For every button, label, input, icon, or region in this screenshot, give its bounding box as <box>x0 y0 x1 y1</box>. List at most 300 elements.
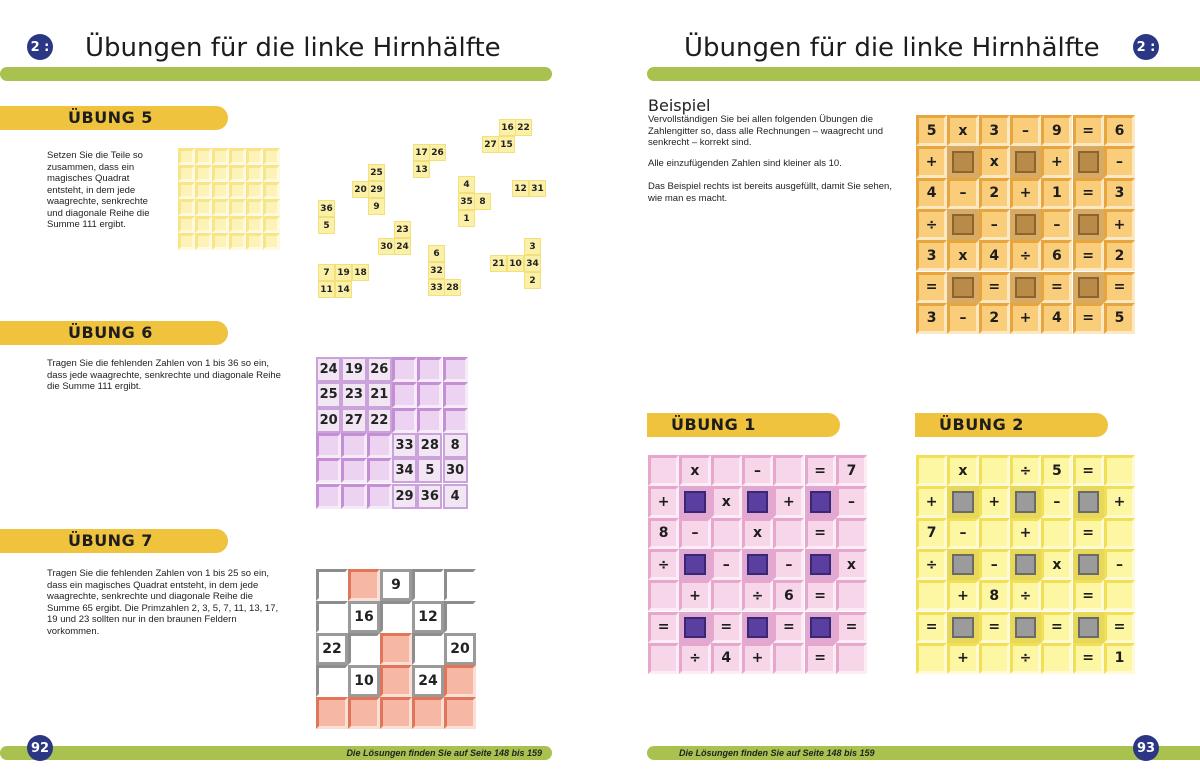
puzzle-piece: 36 <box>318 200 335 217</box>
grid-symbol: = <box>836 612 867 643</box>
puzzle-piece: 16 <box>499 119 516 136</box>
footer-bar-left: Die Lösungen finden Sie auf Seite 148 bis 159 <box>0 746 552 760</box>
puzzle-piece: 29 <box>368 181 385 198</box>
grid-symbol: + <box>947 643 978 674</box>
empty-cell <box>246 182 263 199</box>
grid-symbol: + <box>742 643 773 674</box>
uebung6-grid <box>316 357 468 509</box>
number-cell: 25 <box>316 382 341 407</box>
brown-cell <box>412 697 444 729</box>
grid-symbol: – <box>947 303 978 334</box>
grid-symbol: x <box>679 455 710 486</box>
grid-symbol: 4 <box>711 643 742 674</box>
uebung6-text: Tragen Sie die fehlenden Zahlen von 1 bis 36 so ein, dass jede waagrechte, senkrechte und diagonale Reihe die Summe 111 ergibt. <box>47 358 281 392</box>
brown-cell <box>348 697 380 729</box>
puzzle-piece: 26 <box>429 144 446 161</box>
empty-cell <box>263 216 280 233</box>
grid-symbol: – <box>836 486 867 517</box>
grid-symbol: = <box>648 612 679 643</box>
page-title-left: Übungen für die linke Hirnhälfte <box>85 33 501 63</box>
grid-symbol: + <box>679 580 710 611</box>
grid-symbol: = <box>1104 272 1135 303</box>
empty-cell <box>212 199 229 216</box>
grid-symbol: 1 <box>1104 643 1135 674</box>
number-cell: 8 <box>443 433 468 458</box>
grid-symbol: 9 <box>1041 115 1072 146</box>
uebung6-label: ÜBUNG 6 <box>0 321 228 345</box>
empty-cell <box>246 199 263 216</box>
grid-symbol: + <box>1010 303 1041 334</box>
number-cell: 24 <box>316 357 341 382</box>
empty-cell <box>444 569 476 601</box>
number-cell: 9 <box>380 569 412 601</box>
grid-symbol: = <box>1073 303 1104 334</box>
puzzle-piece: 18 <box>352 264 369 281</box>
grid-symbol: = <box>1073 455 1104 486</box>
empty-cell <box>341 433 366 458</box>
number-cell: 20 <box>316 408 341 433</box>
grid-symbol: = <box>1073 518 1104 549</box>
grid-symbol: + <box>1041 146 1072 177</box>
empty-cell <box>212 148 229 165</box>
puzzle-piece: 35 <box>458 193 475 210</box>
blocked-cell <box>947 209 978 240</box>
uebung2-label: ÜBUNG 2 <box>915 413 1108 437</box>
empty-cell <box>316 601 348 633</box>
blocked-cell <box>947 146 978 177</box>
puzzle-piece: 12 <box>512 180 529 197</box>
empty-cell <box>212 182 229 199</box>
number-cell: 27 <box>341 408 366 433</box>
empty-cell <box>229 199 246 216</box>
empty-cell <box>246 233 263 250</box>
grid-symbol: + <box>648 486 679 517</box>
grid-symbol: ÷ <box>1010 643 1041 674</box>
empty-cell <box>246 165 263 182</box>
empty-cell <box>367 433 392 458</box>
grid-symbol: x <box>742 518 773 549</box>
puzzle-piece: 2 <box>524 272 541 289</box>
empty-cell <box>711 580 742 611</box>
page-number-right: 93 <box>1133 735 1159 761</box>
puzzle-piece: 30 <box>378 238 395 255</box>
empty-cell <box>195 199 212 216</box>
brown-cell <box>316 697 348 729</box>
grid-symbol: = <box>979 612 1010 643</box>
brown-cell <box>380 633 412 665</box>
empty-cell <box>443 408 468 433</box>
brown-cell <box>444 697 476 729</box>
empty-cell <box>229 165 246 182</box>
blocked-cell <box>1073 209 1104 240</box>
empty-cell <box>263 165 280 182</box>
blocked-cell <box>1010 612 1041 643</box>
puzzle-piece: 27 <box>482 136 499 153</box>
puzzle-piece: 24 <box>394 238 411 255</box>
grid-symbol: x <box>1041 549 1072 580</box>
number-cell: 33 <box>392 433 417 458</box>
brown-cell <box>348 569 380 601</box>
grid-symbol: ÷ <box>679 643 710 674</box>
puzzle-piece: 4 <box>458 176 475 193</box>
grid-symbol: 2 <box>979 178 1010 209</box>
chapter-badge-right: 2 : <box>1133 34 1159 60</box>
empty-cell <box>195 182 212 199</box>
empty-cell <box>979 643 1010 674</box>
grid-symbol: 3 <box>916 240 947 271</box>
number-cell: 34 <box>392 458 417 483</box>
grid-symbol: ÷ <box>742 580 773 611</box>
uebung7-grid <box>316 569 476 729</box>
puzzle-piece: 33 <box>428 279 445 296</box>
empty-cell <box>1104 580 1135 611</box>
uebung5-label: ÜBUNG 5 <box>0 106 228 130</box>
blocked-cell <box>1010 272 1041 303</box>
empty-cell <box>392 357 417 382</box>
grid-symbol: 2 <box>979 303 1010 334</box>
grid-symbol: – <box>947 178 978 209</box>
beispiel-heading: Beispiel <box>648 96 711 115</box>
empty-cell <box>773 643 804 674</box>
uebung5-text: Setzen Sie die Teile so zusammen, dass ein magisches Quadrat entsteht, in dem jede waagrechte, senkrechte und diagonale Reihe die Summe 111 ergibt. <box>47 150 150 230</box>
beispiel-text-2: Alle einzufügenden Zahlen sind kleiner als 10. <box>648 158 842 169</box>
number-cell: 26 <box>367 357 392 382</box>
grid-symbol: 8 <box>648 518 679 549</box>
puzzle-piece: 6 <box>428 245 445 262</box>
empty-cell <box>916 643 947 674</box>
empty-cell <box>417 382 442 407</box>
grid-symbol: – <box>711 549 742 580</box>
blocked-cell <box>947 549 978 580</box>
empty-cell <box>229 233 246 250</box>
grid-symbol: 2 <box>1104 240 1135 271</box>
grid-symbol: + <box>1104 209 1135 240</box>
page-number-left: 92 <box>27 735 53 761</box>
empty-cell <box>443 382 468 407</box>
blocked-cell <box>947 612 978 643</box>
blocked-cell <box>1010 549 1041 580</box>
grid-symbol: 6 <box>1041 240 1072 271</box>
grid-symbol: = <box>1041 272 1072 303</box>
empty-cell <box>979 455 1010 486</box>
puzzle-piece: 23 <box>394 221 411 238</box>
empty-cell <box>212 233 229 250</box>
empty-cell <box>263 233 280 250</box>
number-cell: 20 <box>444 633 476 665</box>
empty-cell <box>711 518 742 549</box>
puzzle-piece: 3 <box>524 238 541 255</box>
empty-cell <box>412 569 444 601</box>
blocked-cell <box>1010 209 1041 240</box>
grid-symbol: + <box>916 146 947 177</box>
empty-cell <box>417 408 442 433</box>
grid-symbol: ÷ <box>1010 240 1041 271</box>
puzzle-piece: 1 <box>458 210 475 227</box>
grid-symbol: x <box>836 549 867 580</box>
number-cell: 19 <box>341 357 366 382</box>
number-cell: 4 <box>443 484 468 509</box>
grid-symbol: 1 <box>1041 178 1072 209</box>
empty-cell <box>979 518 1010 549</box>
grid-symbol: 7 <box>916 518 947 549</box>
grid-symbol: + <box>979 486 1010 517</box>
number-cell: 22 <box>316 633 348 665</box>
puzzle-piece: 19 <box>335 264 352 281</box>
grid-symbol: 3 <box>916 303 947 334</box>
blocked-cell <box>1010 486 1041 517</box>
number-cell: 16 <box>348 601 380 633</box>
empty-cell <box>773 455 804 486</box>
number-cell: 29 <box>392 484 417 509</box>
empty-cell <box>263 182 280 199</box>
number-cell: 10 <box>348 665 380 697</box>
uebung1-label: ÜBUNG 1 <box>647 413 840 437</box>
empty-cell <box>348 633 380 665</box>
blocked-cell <box>805 486 836 517</box>
empty-cell <box>178 165 195 182</box>
puzzle-piece: 28 <box>444 279 461 296</box>
grid-symbol: + <box>1010 178 1041 209</box>
empty-cell <box>836 518 867 549</box>
blocked-cell <box>1073 612 1104 643</box>
grid-symbol: 5 <box>1104 303 1135 334</box>
empty-cell <box>648 455 679 486</box>
grid-symbol: 7 <box>836 455 867 486</box>
brown-cell <box>444 665 476 697</box>
grid-symbol: + <box>916 486 947 517</box>
empty-cell <box>1104 518 1135 549</box>
empty-cell <box>316 665 348 697</box>
blocked-cell <box>947 486 978 517</box>
empty-cell <box>367 484 392 509</box>
number-cell: 30 <box>443 458 468 483</box>
puzzle-piece: 8 <box>474 193 491 210</box>
puzzle-piece: 21 <box>490 255 507 272</box>
puzzle-piece: 7 <box>318 264 335 281</box>
puzzle-piece: 20 <box>352 181 369 198</box>
puzzle-piece: 14 <box>335 281 352 298</box>
empty-cell <box>212 165 229 182</box>
grid-symbol: – <box>1104 549 1135 580</box>
grid-symbol: ÷ <box>916 549 947 580</box>
blocked-cell <box>1010 146 1041 177</box>
empty-cell <box>195 233 212 250</box>
blocked-cell <box>947 272 978 303</box>
grid-symbol: – <box>1010 115 1041 146</box>
puzzle-piece: 34 <box>524 255 541 272</box>
uebung5-pieces <box>0 0 1 1</box>
uebung5-empty-grid <box>178 148 280 250</box>
grid-symbol: = <box>916 272 947 303</box>
blocked-cell <box>1073 486 1104 517</box>
grid-symbol: – <box>773 549 804 580</box>
blocked-cell <box>1073 146 1104 177</box>
grid-symbol: – <box>979 209 1010 240</box>
grid-symbol: + <box>947 580 978 611</box>
empty-cell <box>316 569 348 601</box>
grid-symbol: 4 <box>1041 303 1072 334</box>
grid-symbol: = <box>805 455 836 486</box>
grid-symbol: ÷ <box>1010 580 1041 611</box>
grid-symbol: = <box>1073 240 1104 271</box>
grid-symbol: = <box>979 272 1010 303</box>
empty-cell <box>341 484 366 509</box>
empty-cell <box>341 458 366 483</box>
grid-symbol: = <box>773 612 804 643</box>
puzzle-piece: 15 <box>498 136 515 153</box>
empty-cell <box>1041 580 1072 611</box>
empty-cell <box>648 580 679 611</box>
empty-cell <box>1104 455 1135 486</box>
empty-cell <box>380 601 412 633</box>
puzzle-piece: 25 <box>368 164 385 181</box>
chapter-badge-left: 2 : <box>27 34 53 60</box>
grid-symbol: = <box>1073 115 1104 146</box>
empty-cell <box>263 148 280 165</box>
empty-cell <box>417 357 442 382</box>
empty-cell <box>711 455 742 486</box>
empty-cell <box>246 216 263 233</box>
grid-symbol: – <box>947 518 978 549</box>
empty-cell <box>178 182 195 199</box>
grid-symbol: = <box>1073 178 1104 209</box>
grid-symbol: – <box>1041 486 1072 517</box>
beispiel-text-3: Das Beispiel rechts ist bereits ausgefüllt, damit Sie sehen, wie man es macht. <box>648 181 892 204</box>
blocked-cell <box>742 486 773 517</box>
blocked-cell <box>742 612 773 643</box>
empty-cell <box>178 216 195 233</box>
grid-symbol: – <box>1104 146 1135 177</box>
grid-symbol: = <box>805 643 836 674</box>
blocked-cell <box>805 549 836 580</box>
grid-symbol: = <box>711 612 742 643</box>
brown-cell <box>380 697 412 729</box>
empty-cell <box>773 518 804 549</box>
empty-cell <box>178 148 195 165</box>
blocked-cell <box>679 486 710 517</box>
grid-symbol: = <box>805 518 836 549</box>
empty-cell <box>212 216 229 233</box>
grid-symbol: 8 <box>979 580 1010 611</box>
empty-cell <box>836 580 867 611</box>
empty-cell <box>178 233 195 250</box>
blocked-cell <box>1073 272 1104 303</box>
grid-symbol: 4 <box>979 240 1010 271</box>
grid-symbol: – <box>679 518 710 549</box>
empty-cell <box>1041 518 1072 549</box>
empty-cell <box>316 433 341 458</box>
grid-symbol: – <box>1041 209 1072 240</box>
empty-cell <box>229 148 246 165</box>
blocked-cell <box>679 612 710 643</box>
grid-symbol: + <box>773 486 804 517</box>
grid-symbol: ÷ <box>1010 455 1041 486</box>
grid-symbol: – <box>979 549 1010 580</box>
grid-symbol: = <box>805 580 836 611</box>
grid-symbol: 6 <box>1104 115 1135 146</box>
empty-cell <box>178 199 195 216</box>
grid-symbol: + <box>1104 486 1135 517</box>
number-cell: 21 <box>367 382 392 407</box>
number-cell: 23 <box>341 382 366 407</box>
number-cell: 12 <box>412 601 444 633</box>
empty-cell <box>195 165 212 182</box>
footer-bar-right: Die Lösungen finden Sie auf Seite 148 bis 159 <box>647 746 1200 760</box>
empty-cell <box>648 643 679 674</box>
number-cell: 28 <box>417 433 442 458</box>
puzzle-piece: 11 <box>318 281 335 298</box>
blocked-cell <box>742 549 773 580</box>
empty-cell <box>229 216 246 233</box>
grid-symbol: x <box>947 240 978 271</box>
beispiel-text-1: Vervollständigen Sie bei allen folgenden Übungen die Zahlengitter so, dass alle Rechnungen – waagrecht und senkrecht – korrekt sind. <box>648 114 884 148</box>
grid-symbol: x <box>947 455 978 486</box>
number-cell: 24 <box>412 665 444 697</box>
page-title-right: Übungen für die linke Hirnhälfte <box>684 33 1100 63</box>
empty-cell <box>316 458 341 483</box>
grid-symbol: 5 <box>916 115 947 146</box>
number-cell: 22 <box>367 408 392 433</box>
empty-cell <box>412 633 444 665</box>
empty-cell <box>443 357 468 382</box>
empty-cell <box>1041 643 1072 674</box>
grid-symbol: = <box>916 612 947 643</box>
grid-symbol: + <box>1010 518 1041 549</box>
grid-symbol: x <box>947 115 978 146</box>
puzzle-piece: 5 <box>318 217 335 234</box>
grid-symbol: x <box>979 146 1010 177</box>
empty-cell <box>229 182 246 199</box>
empty-cell <box>195 148 212 165</box>
puzzle-piece: 31 <box>529 180 546 197</box>
grid-symbol: 6 <box>773 580 804 611</box>
grid-symbol: 5 <box>1041 455 1072 486</box>
uebung1-grid <box>648 455 867 674</box>
empty-cell <box>444 601 476 633</box>
grid-symbol: = <box>1041 612 1072 643</box>
puzzle-piece: 13 <box>413 161 430 178</box>
blocked-cell <box>679 549 710 580</box>
empty-cell <box>916 455 947 486</box>
grid-symbol: 4 <box>916 178 947 209</box>
grid-symbol: 3 <box>979 115 1010 146</box>
empty-cell <box>195 216 212 233</box>
grid-symbol: – <box>742 455 773 486</box>
empty-cell <box>367 458 392 483</box>
grid-symbol: x <box>711 486 742 517</box>
empty-cell <box>836 643 867 674</box>
header-bar-right <box>647 67 1200 81</box>
puzzle-piece: 17 <box>413 144 430 161</box>
blocked-cell <box>805 612 836 643</box>
grid-symbol: 3 <box>1104 178 1135 209</box>
number-cell: 36 <box>417 484 442 509</box>
grid-symbol: ÷ <box>648 549 679 580</box>
header-bar-left <box>0 67 552 81</box>
puzzle-piece: 10 <box>507 255 524 272</box>
uebung2-grid <box>916 455 1135 674</box>
number-cell: 5 <box>417 458 442 483</box>
grid-symbol: ÷ <box>916 209 947 240</box>
brown-cell <box>380 665 412 697</box>
grid-symbol: = <box>1104 612 1135 643</box>
empty-cell <box>392 382 417 407</box>
puzzle-piece: 22 <box>515 119 532 136</box>
grid-symbol: = <box>1073 643 1104 674</box>
beispiel-grid <box>916 115 1135 334</box>
empty-cell <box>916 580 947 611</box>
uebung7-text: Tragen Sie die fehlenden Zahlen von 1 bis 25 so ein, dass ein magisches Quadrat entsteht, in dem jede waagrechte, senkrechte und diagonale Reihe die Summe 65 ergibt. Die Primzahlen 2, 3, 5, 7, 11, 13, 17, 19 und 23 sollten nur in den braunen Feldern vorkommen. <box>47 568 279 637</box>
